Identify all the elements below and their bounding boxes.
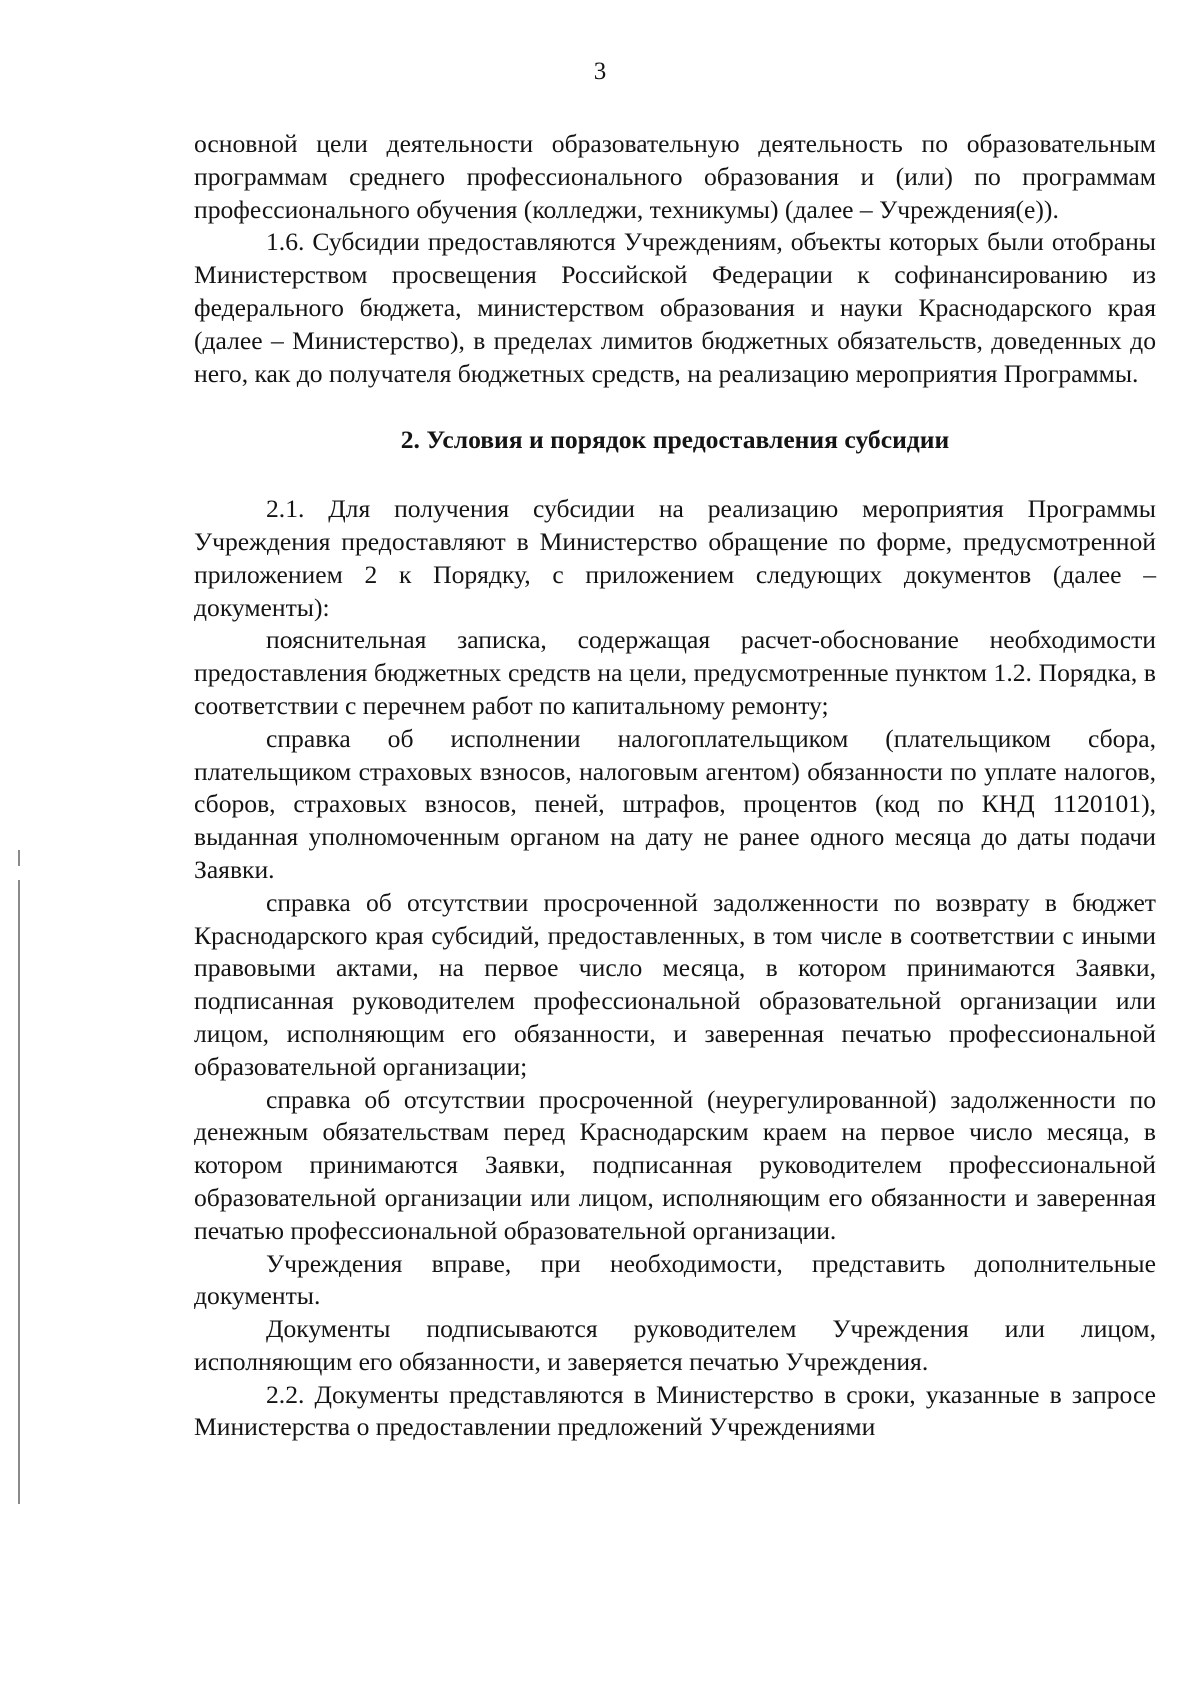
paragraph-2-1: 2.1. Для получения субсидии на реализацию мероприятия Программы Учреждения предоставляют в Министерство обращение по форме, предусмотренной приложением 2 к Порядку, с приложением следующих документов (далее – документы): [194, 494, 1156, 622]
margin-tick-lower [18, 880, 20, 1504]
paragraph-no-unsettled-debt: справка об отсутствии просроченной (неурегулированной) задолженности по денежным обязательствам перед Краснодарским краем на первое число месяца, в котором принимаются Заявки, подписанная руководителем профессиональной образовательной организации или лицом, исполняющим его обязанности и заверенная печатью профессиональной образовательной организации. [194, 1084, 1156, 1245]
page-number: 3 [593, 58, 607, 85]
section-2-heading: 2. Условия и порядок предоставления субсидии [400, 425, 950, 455]
paragraph-continuation: основной цели деятельности образовательную деятельность по образовательным программам среднего профессионального образования и (или) по программам профессионального обучения (колледжи, техникумы) (далее – Учреждения(е)). [194, 129, 1156, 224]
paragraph-1-6: 1.6. Субсидии предоставляются Учреждениям, объекты которых были отобраны Министерством просвещения Российской Федерации к софинансированию из федерального бюджета, министерством образования и науки Краснодарского края (далее – Министерство), в пределах лимитов бюджетных обязательств, доведенных до него, как до получателя бюджетных средств, на реализацию мероприятия Программы. [194, 227, 1156, 388]
paragraph-tax-certificate: справка об исполнении налогоплательщиком (плательщиком сбора, плательщиком страховых взносов, налоговым агентом) обязанности по уплате налогов, сборов, страховых взносов, пеней, штрафов, процентов (код по КНД 1120101), выданная уполномоченным органом на дату не ранее одного месяца до даты подачи Заявки. [194, 723, 1156, 884]
document-body [194, 128, 1156, 1444]
paragraph-2-2: 2.2. Документы представляются в Министерство в сроки, указанные в запросе Министерства о предоставлении предложений Учреждениями [194, 1379, 1156, 1442]
paragraph-signing-rule: Документы подписываются руководителем Учреждения или лицом, исполняющим его обязанности, и заверяется печатью Учреждения. [194, 1314, 1156, 1376]
paragraph-no-overdue-subsidies: справка об отсутствии просроченной задолженности по возврату в бюджет Краснодарского края субсидий, предоставленных, в том числе в соответствии с иными правовыми актами, на первое число месяца, в котором принимаются Заявки, подписанная руководителем профессиональной образовательной организации или лицом, исполняющим его обязанности, и заверенная печатью профессиональной образовательной организации; [194, 887, 1156, 1081]
margin-tick-upper [18, 850, 20, 866]
paragraph-explanatory-note: пояснительная записка, содержащая расчет-обоснование необходимости предоставления бюджетных средств на цели, предусмотренные пунктом 1.2. Порядка, в соответствии с перечнем работ по капитальному ремонту; [194, 625, 1156, 720]
paragraph-additional-documents: Учреждения вправе, при необходимости, представить дополнительные документы. [194, 1248, 1156, 1311]
